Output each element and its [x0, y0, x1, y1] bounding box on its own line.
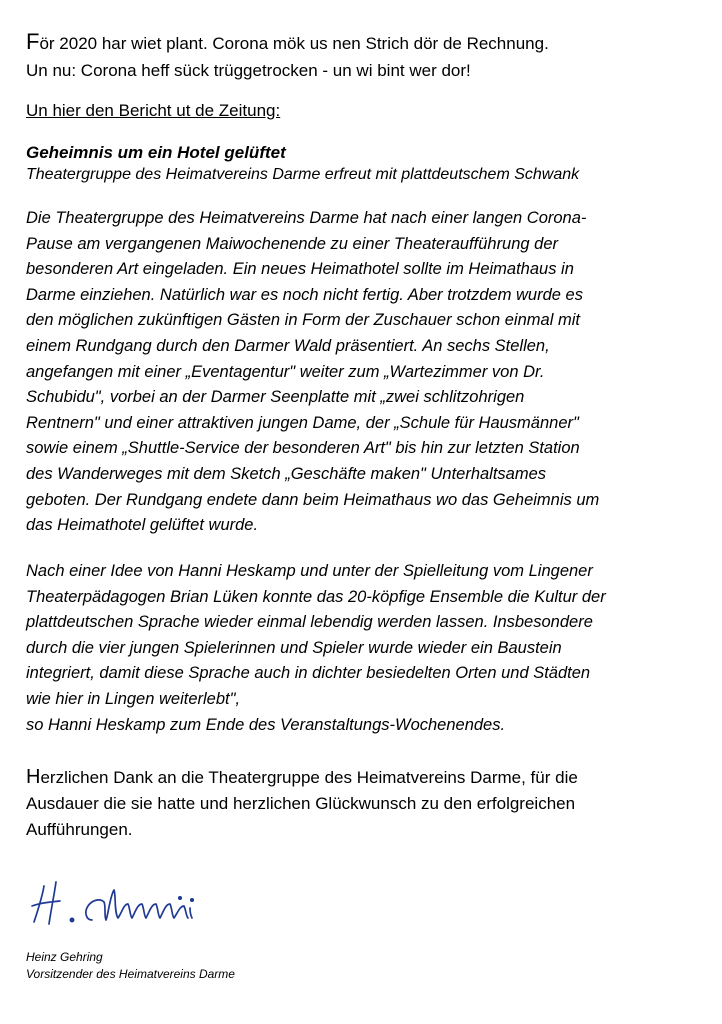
paragraph-line: einem Rundgang durch den Darmer Wald präsentiert. An sechs Stellen,	[26, 336, 550, 355]
intro-initial: F	[26, 29, 40, 54]
paragraph-line: den möglichen zukünftigen Gästen in Form der Zuschauer schon einmal mit	[26, 311, 580, 330]
paragraph-line: integriert, damit diese Sprache auch in dichter besiedelten Orten und Städten	[26, 664, 591, 683]
paragraph-line: Rentnern" und einer attraktiven jungen Dame, der „Schule für Hausmänner"	[26, 413, 579, 432]
handwritten-signature	[30, 876, 200, 932]
thanks-line-1	[26, 764, 706, 791]
paragraph-line: durch die vier jungen Spielerinnen und Spieler wurde wieder ein Baustein	[26, 638, 562, 657]
paragraph-line: sowie einem „Shuttle-Service der besonderen Art" bis hin zur letzten Station	[26, 439, 580, 458]
paragraph-line: geboten. Der Rundgang endete dann beim Heimathaus wo das Geheimnis um	[26, 490, 600, 509]
article-paragraph-1	[26, 206, 706, 539]
article-subtitle: Theatergruppe des Heimatvereins Darme erfreut mit plattdeutschem Schwank	[26, 166, 580, 183]
paragraph-line: das Heimathotel gelüftet wurde.	[26, 516, 259, 535]
paragraph-line: Darme einziehen. Natürlich war es noch nicht fertig. Aber trotzdem wurde es	[26, 285, 583, 304]
paragraph-line: so Hanni Heskamp zum Ende des Veranstaltungs-Wochenendes.	[26, 715, 506, 734]
intro-line-1	[26, 29, 549, 55]
thanks-line-2: Ausdauer die sie hatte und herzlichen Glückwunsch zu den erfolgreichen	[26, 794, 576, 813]
intro-line-1-text: ör 2020 har wiet plant. Corona mök us nen Strich dör de Rechnung.	[39, 34, 549, 53]
paragraph-line: Die Theatergruppe des Heimatvereins Darme hat nach einer langen Corona-	[26, 209, 587, 227]
article-title: Geheimnis um ein Hotel gelüftet	[26, 143, 286, 162]
paragraph-line: Nach einer Idee von Hanni Heskamp und unter der Spielleitung vom Lingener	[26, 562, 593, 580]
paragraph-line: Schubidu", vorbei an der Darmer Seenplatte mit „zwei schlitzohrigen	[26, 388, 525, 407]
article-paragraph-2	[26, 559, 706, 738]
intro-line-2: Un nu: Corona heff sück trüggetrocken - un wi bint wer dor!	[26, 61, 471, 80]
paragraph-line: Pause am vergangenen Maiwochenende zu einer Theateraufführung der	[26, 234, 559, 253]
thanks-line-3: Aufführungen.	[26, 820, 133, 839]
paragraph-line: angefangen mit einer „Eventagentur" weiter zum „Wartezimmer von Dr.	[26, 362, 545, 381]
thanks-paragraph	[26, 764, 706, 843]
paragraph-line: wie hier in Lingen weiterlebt",	[26, 689, 241, 708]
signer-role: Vorsitzender des Heimatvereins Darme	[26, 967, 235, 981]
paragraph-line: des Wanderweges mit dem Sketch „Geschäfte maken" Unterhaltsames	[26, 464, 547, 483]
thanks-initial: H	[26, 766, 41, 788]
paragraph-line: besonderen Art eingeladen. Ein neues Heimathotel sollte im Heimathaus in	[26, 260, 574, 279]
paragraph-line: Theaterpädagogen Brian Lüken konnte das 20-köpfige Ensemble die Kultur der	[26, 587, 606, 606]
thanks-line-1-text: erzlichen Dank an die Theatergruppe des Heimatvereins Darme, für die	[40, 768, 578, 787]
paragraph-line: plattdeutschen Sprache wieder einmal lebendig werden lassen. Insbesondere	[26, 613, 593, 632]
report-heading: Un hier den Bericht ut de Zeitung:	[26, 101, 281, 120]
signer-name: Heinz Gehring	[26, 950, 103, 964]
